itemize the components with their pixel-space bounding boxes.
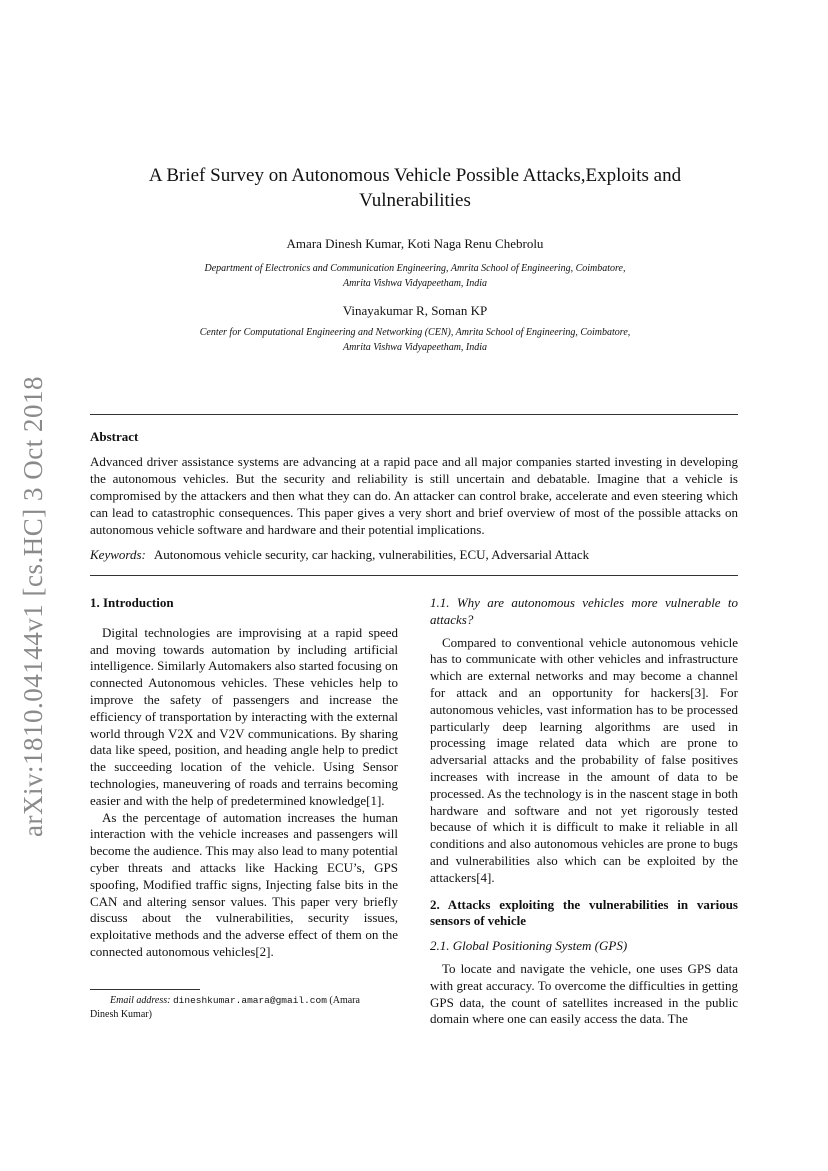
abstract-bottom-rule: [90, 575, 738, 576]
section-1-1-heading: 1.1. Why are autonomous vehicles more vulnerable to attacks?: [430, 595, 738, 627]
right-column: [430, 595, 738, 1028]
author-list-1: Amara Dinesh Kumar, Koti Naga Renu Chebrolu: [286, 236, 544, 251]
footnote: [90, 994, 390, 1022]
keywords-text: Autonomous vehicle security, car hacking, vulnerabilities, ECU, Adversarial Attack: [153, 547, 590, 562]
keywords-label: Keywords:: [90, 547, 146, 562]
affiliation-1: [160, 261, 670, 291]
section-2-heading: 2. Attacks exploiting the vulnerabilities in various sensors of vehicle: [430, 896, 738, 929]
footnote-email: dineshkumar.amara@gmail.com: [172, 995, 327, 1006]
abstract-heading: Abstract: [90, 429, 139, 444]
section-1-1-paragraph: Compared to conventional vehicle autonomous vehicle has to communicate with other vehicles and infrastructure which are external networks and may become a channel for attack and an opportunity for hackers[3]. For autonomous vehicles, vast information has to be processed particularly deep learning algorithms are used in processing image related data which are prone to adversarial attacks and the probability of false positives increases with increase in the amount of data to be processed. As the technology is in the nascent stage in both hardware and software and not yet rigorously tested because of which it is difficult to make it reliable in all conditions and also autonomous vehicles are prone to bugs and vulnerabilities also which can be exploited by the attackers[4].: [430, 634, 738, 885]
affiliation-2: [160, 325, 670, 355]
section-1-paragraph-1: Digital technologies are improvising at a rapid speed and moving towards automation by including artificial intelligence. Similarly Automakers also started focusing on connected Autonomous vehicles. These vehicles help to improve the safety of passengers and increase the efficiency of transportation by interacting with the external world through V2X and V2V communications. By sharing data like speed, position, and heading angle help to predict the succeeding location of the vehicle. Using Sensor technologies, maneuvering of roads and terrains becoming easier and with the help of predetermined knowledge[1].: [90, 624, 398, 808]
section-2-1-heading: 2.1. Global Positioning System (GPS): [430, 938, 628, 954]
affiliation-2-line-2: Amrita Vishwa Vidyapeetham, India: [342, 342, 488, 353]
keywords: [90, 547, 738, 563]
title-line-2: Vulnerabilities: [359, 190, 471, 211]
arxiv-identifier: arXiv:1810.04144v1 [cs.HC] 3 Oct 2018: [18, 376, 48, 838]
abstract-text: Advanced driver assistance systems are advancing at a rapid pace and all major companies started investing in developing the autonomous vehicles. But the security and reliability is still uncertain and debatable. Imagine that a vehicle is compromised by the attackers and then what they can do. An attacker can control brake, accelerate and even steering which can lead to catastrophic consequences. This paper gives a very short and brief overview of most of the possible attacks on autonomous vehicle software and hardware and their potential implications.: [90, 454, 738, 537]
footnote-name: (Amara Dinesh Kumar): [90, 995, 360, 1020]
affiliation-1-line-2: Amrita Vishwa Vidyapeetham, India: [342, 278, 488, 289]
left-column: [90, 595, 398, 961]
section-1-paragraph-2: As the percentage of automation increases the human interaction with the vehicle increases and passengers will become the audience. This may also lead to many potential cyber threats and attacks like Hacking ECU’s, GPS spoofing, Modified traffic signs, Injecting false bits in the CAN and altering sensor values. This paper very briefly discuss about the vulnerabilities, security issues, exploitative methods and the adverse effect of them on the connected autonomous vehicles[2].: [90, 809, 398, 959]
affiliation-1-line-1: Department of Electronics and Communication Engineering, Amrita School of Engineering, Coimbatore,: [204, 263, 626, 274]
abstract-top-rule: [90, 414, 738, 415]
section-1-heading: 1. Introduction: [90, 595, 174, 610]
affiliation-2-line-1: Center for Computational Engineering and Networking (CEN), Amrita School of Engineering, Coimbatore,: [199, 327, 631, 338]
footnote-label: Email address:: [110, 995, 171, 1006]
author-list-2: Vinayakumar R, Soman KP: [342, 303, 488, 318]
paper-title: [90, 163, 740, 213]
section-2-1-paragraph: To locate and navigate the vehicle, one uses GPS data with great accuracy. To overcome the difficulties in getting GPS data, the count of satellites increased in the public domain where one can easily access the data. The: [430, 960, 738, 1027]
title-line-1: A Brief Survey on Autonomous Vehicle Possible Attacks,Exploits and: [148, 165, 682, 186]
footnote-rule: [90, 989, 200, 990]
